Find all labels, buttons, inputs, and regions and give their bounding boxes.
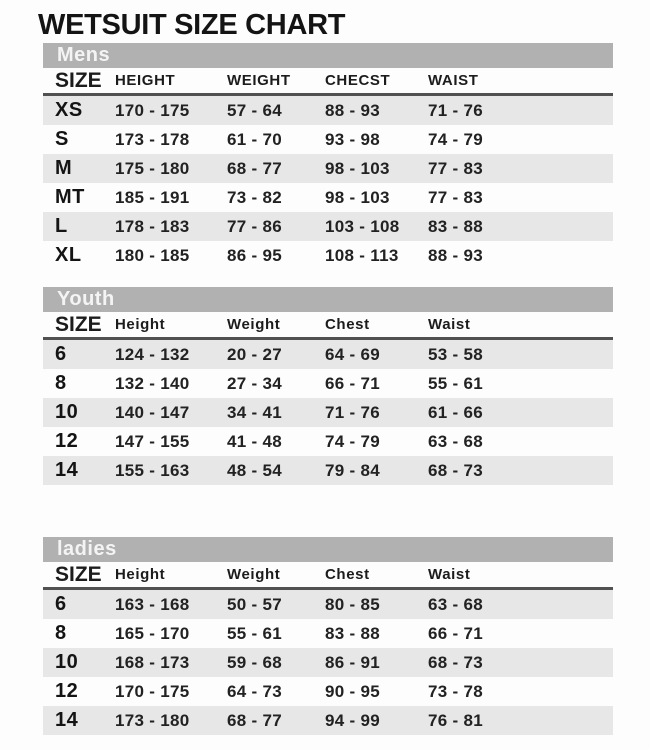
table-row bbox=[43, 125, 613, 154]
cell-height: 173 - 180 bbox=[115, 710, 190, 730]
cell-waist: 73 - 78 bbox=[428, 681, 484, 701]
cell-waist: 77 - 83 bbox=[428, 158, 484, 178]
column-header-row bbox=[43, 68, 613, 96]
cell-weight: 34 - 41 bbox=[227, 402, 283, 422]
cell-waist: 88 - 93 bbox=[428, 245, 484, 265]
cell-chest: 88 - 93 bbox=[325, 100, 381, 120]
cell-chest: 83 - 88 bbox=[325, 623, 381, 643]
cell-size: S bbox=[55, 128, 69, 150]
cell-height: 124 - 132 bbox=[115, 344, 190, 364]
cell-chest: 90 - 95 bbox=[325, 681, 381, 701]
cell-weight: 57 - 64 bbox=[227, 100, 283, 120]
table-row bbox=[43, 183, 613, 212]
cell-size: 12 bbox=[55, 430, 79, 452]
cell-chest: 79 - 84 bbox=[325, 460, 381, 480]
table-row bbox=[43, 369, 613, 398]
cell-waist: 63 - 68 bbox=[428, 594, 484, 614]
column-header-waist: Waist bbox=[428, 316, 471, 333]
column-header-chest: Chest bbox=[325, 316, 370, 333]
table-row bbox=[43, 154, 613, 183]
cell-waist: 55 - 61 bbox=[428, 373, 484, 393]
cell-weight: 64 - 73 bbox=[227, 681, 283, 701]
table-row bbox=[43, 590, 613, 619]
cell-size: 14 bbox=[55, 459, 79, 481]
column-header-weight: Weight bbox=[227, 316, 281, 333]
cell-chest: 80 - 85 bbox=[325, 594, 381, 614]
cell-height: 168 - 173 bbox=[115, 652, 190, 672]
cell-chest: 64 - 69 bbox=[325, 344, 381, 364]
cell-height: 170 - 175 bbox=[115, 100, 190, 120]
cell-waist: 61 - 66 bbox=[428, 402, 484, 422]
section-title: ladies bbox=[57, 538, 117, 560]
table-row bbox=[43, 398, 613, 427]
column-header-size: SIZE bbox=[55, 312, 102, 336]
cell-size: 10 bbox=[55, 651, 79, 673]
cell-chest: 98 - 103 bbox=[325, 158, 390, 178]
cell-waist: 66 - 71 bbox=[428, 623, 484, 643]
cell-weight: 55 - 61 bbox=[227, 623, 283, 643]
table-row bbox=[43, 427, 613, 456]
cell-size: MT bbox=[55, 186, 85, 208]
cell-chest: 66 - 71 bbox=[325, 373, 381, 393]
section-title: Youth bbox=[57, 288, 115, 310]
cell-height: 170 - 175 bbox=[115, 681, 190, 701]
cell-weight: 68 - 77 bbox=[227, 710, 283, 730]
size-chart-sections bbox=[43, 43, 613, 735]
column-header-waist: Waist bbox=[428, 566, 471, 583]
cell-height: 132 - 140 bbox=[115, 373, 190, 393]
cell-size: 14 bbox=[55, 709, 79, 731]
cell-height: 155 - 163 bbox=[115, 460, 190, 480]
cell-size: XS bbox=[55, 99, 83, 121]
cell-height: 178 - 183 bbox=[115, 216, 190, 236]
table-row bbox=[43, 677, 613, 706]
cell-size: 8 bbox=[55, 622, 67, 644]
cell-weight: 20 - 27 bbox=[227, 344, 283, 364]
section-title-bar bbox=[43, 287, 613, 312]
cell-chest: 86 - 91 bbox=[325, 652, 381, 672]
cell-waist: 83 - 88 bbox=[428, 216, 484, 236]
cell-weight: 68 - 77 bbox=[227, 158, 283, 178]
cell-height: 147 - 155 bbox=[115, 431, 190, 451]
section-youth bbox=[43, 287, 613, 485]
cell-chest: 93 - 98 bbox=[325, 129, 381, 149]
column-header-size: SIZE bbox=[55, 68, 102, 92]
section-title-bar bbox=[43, 537, 613, 562]
table-row bbox=[43, 241, 613, 270]
table-body bbox=[43, 340, 613, 485]
section-title-bar bbox=[43, 43, 613, 68]
section-ladies bbox=[43, 537, 613, 735]
column-header-chest: Chest bbox=[325, 566, 370, 583]
column-header-weight: Weight bbox=[227, 566, 281, 583]
cell-weight: 77 - 86 bbox=[227, 216, 283, 236]
cell-weight: 27 - 34 bbox=[227, 373, 283, 393]
cell-chest: 98 - 103 bbox=[325, 187, 390, 207]
cell-height: 140 - 147 bbox=[115, 402, 190, 422]
cell-waist: 63 - 68 bbox=[428, 431, 484, 451]
cell-weight: 86 - 95 bbox=[227, 245, 283, 265]
cell-weight: 41 - 48 bbox=[227, 431, 283, 451]
column-header-waist: WAIST bbox=[428, 72, 479, 89]
cell-size: 6 bbox=[55, 343, 67, 365]
table-row bbox=[43, 456, 613, 485]
cell-waist: 74 - 79 bbox=[428, 129, 484, 149]
cell-chest: 108 - 113 bbox=[325, 245, 399, 265]
table-row bbox=[43, 212, 613, 241]
table-row bbox=[43, 340, 613, 369]
cell-waist: 76 - 81 bbox=[428, 710, 484, 730]
cell-height: 173 - 178 bbox=[115, 129, 190, 149]
column-header-chest: CHECST bbox=[325, 72, 391, 89]
cell-height: 180 - 185 bbox=[115, 245, 190, 265]
cell-height: 165 - 170 bbox=[115, 623, 190, 643]
cell-waist: 68 - 73 bbox=[428, 460, 484, 480]
table-body bbox=[43, 590, 613, 735]
cell-weight: 48 - 54 bbox=[227, 460, 283, 480]
cell-waist: 77 - 83 bbox=[428, 187, 484, 207]
column-header-row bbox=[43, 562, 613, 590]
cell-chest: 71 - 76 bbox=[325, 402, 381, 422]
cell-size: 8 bbox=[55, 372, 67, 394]
cell-waist: 71 - 76 bbox=[428, 100, 484, 120]
cell-size: 12 bbox=[55, 680, 79, 702]
table-row bbox=[43, 96, 613, 125]
cell-chest: 94 - 99 bbox=[325, 710, 381, 730]
column-header-height: Height bbox=[115, 316, 166, 333]
size-chart-page bbox=[0, 9, 650, 750]
column-header-height: Height bbox=[115, 566, 166, 583]
cell-waist: 53 - 58 bbox=[428, 344, 484, 364]
cell-height: 185 - 191 bbox=[115, 187, 190, 207]
cell-chest: 103 - 108 bbox=[325, 216, 400, 236]
cell-size: 6 bbox=[55, 593, 67, 615]
page-title: WETSUIT SIZE CHART bbox=[38, 9, 346, 41]
section-mens bbox=[43, 43, 613, 270]
table-body bbox=[43, 96, 613, 270]
column-header-size: SIZE bbox=[55, 562, 102, 586]
cell-size: M bbox=[55, 157, 73, 179]
cell-height: 175 - 180 bbox=[115, 158, 190, 178]
table-row bbox=[43, 619, 613, 648]
cell-size: XL bbox=[55, 244, 82, 266]
cell-weight: 59 - 68 bbox=[227, 652, 283, 672]
cell-size: L bbox=[55, 215, 68, 237]
table-row bbox=[43, 706, 613, 735]
cell-weight: 50 - 57 bbox=[227, 594, 283, 614]
section-title: Mens bbox=[57, 44, 111, 66]
cell-weight: 73 - 82 bbox=[227, 187, 283, 207]
cell-height: 163 - 168 bbox=[115, 594, 190, 614]
cell-chest: 74 - 79 bbox=[325, 431, 381, 451]
column-header-weight: WEIGHT bbox=[227, 72, 291, 89]
cell-waist: 68 - 73 bbox=[428, 652, 484, 672]
cell-size: 10 bbox=[55, 401, 79, 423]
table-row bbox=[43, 648, 613, 677]
cell-weight: 61 - 70 bbox=[227, 129, 283, 149]
column-header-row bbox=[43, 312, 613, 340]
column-header-height: HEIGHT bbox=[115, 72, 176, 89]
